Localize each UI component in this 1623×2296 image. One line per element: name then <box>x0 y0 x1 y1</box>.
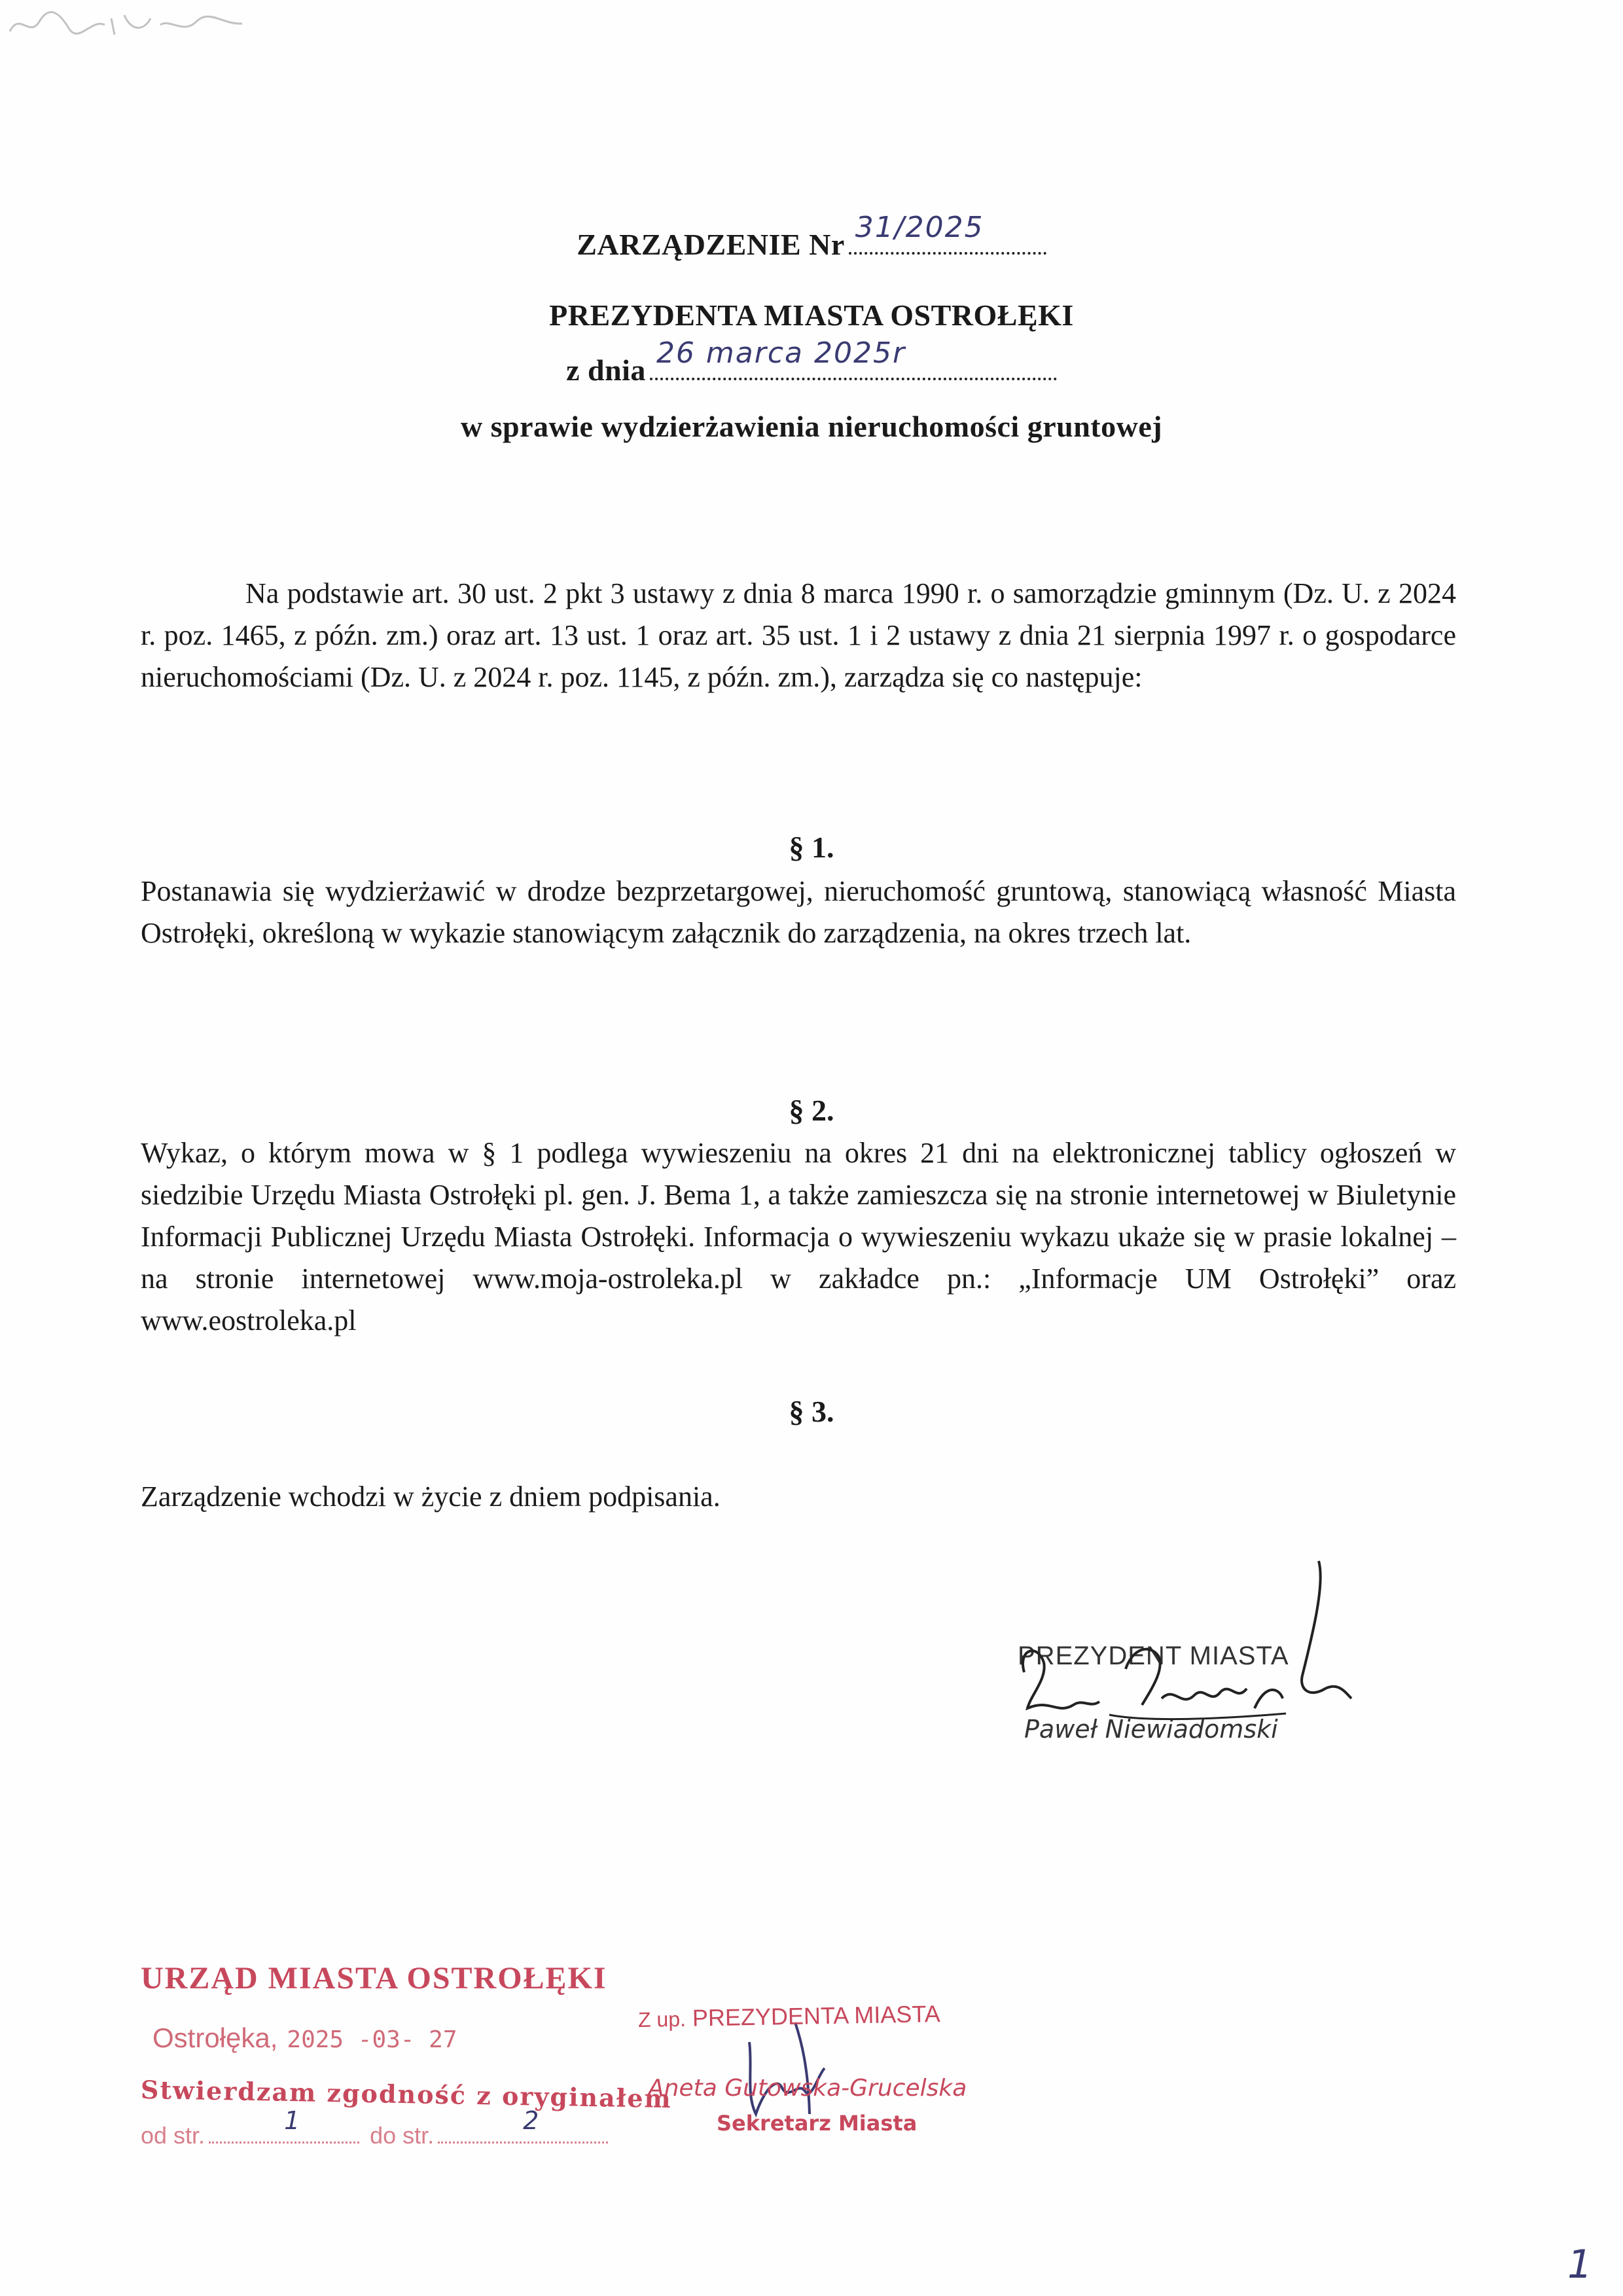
secretary-stamp <box>637 2000 1031 2147</box>
stamp-office-name: URZĄD MIASTA OSTROŁĘKI <box>141 1961 607 1996</box>
pages-from-label: od str. <box>141 2122 205 2149</box>
handwritten-page-number: 1 <box>1567 2242 1593 2287</box>
pages-from-field <box>209 2106 359 2144</box>
regulation-date-field <box>650 336 1057 380</box>
stamp-page-range <box>141 2106 612 2149</box>
stamp-place-date <box>152 2022 457 2054</box>
section-2-mark: § 2. <box>789 1094 834 1127</box>
regulation-date-handwritten: 26 marca 2025r <box>656 336 906 370</box>
section-3-mark: § 3. <box>789 1395 834 1428</box>
regulation-number-field <box>849 211 1046 255</box>
pages-to-label: do str. <box>370 2122 435 2149</box>
regulation-title <box>0 211 1623 264</box>
on-behalf-prefix: Z up. <box>637 2007 687 2032</box>
section-1-mark: § 1. <box>789 831 834 864</box>
regulation-date-prefix: z dnia <box>566 353 646 387</box>
section-1-text: Postanawia się wydzierżawić w drodze bezprzetargowej, nieruchomość gruntową, stanowiącą własność Miasta Ostrołęki, określoną w wykazie stanowiącym załącznik do zarządzenia, na okres trzech lat. <box>141 875 1456 949</box>
secretary-name: Aneta Gutowska-Grucelska <box>648 2075 967 2102</box>
pages-to-value: 2 <box>523 2106 539 2135</box>
section-2-text: Wykaz, o którym mowa w § 1 podlega wywieszeniu na okres 21 dni na elektronicznej tablicy ogłoszeń w siedzibie Urzędu Miasta Ostrołęki pl. gen. J. Bema 1, a także zamieszcza się na stronie internetowej w Biuletynie Informacji Publicznej Urzędu Miasta Ostrołęki. Informacja o wywieszeniu wykazu ukaże się w prasie lokalnej – na stronie internetowej www.moja-ostroleka.pl w zakładce pn.: „Informacje UM Ostrołęki” oraz www.eostroleka.pl <box>141 1137 1456 1336</box>
pages-to-field <box>438 2106 608 2144</box>
issuing-authority: PREZYDENTA MIASTA OSTROŁĘKI <box>549 298 1074 332</box>
regulation-title-prefix: ZARZĄDZENIE Nr <box>577 228 845 261</box>
regulation-date <box>0 336 1623 389</box>
regulation-subject: w sprawie wydzierżawienia nieruchomości gruntowej <box>460 410 1163 443</box>
on-behalf-of: PREZYDENTA MIASTA <box>692 2000 940 2032</box>
stamp-certification-text: Stwierdzam zgodność z oryginałem <box>140 2075 673 2114</box>
regulation-number-handwritten: 31/2025 <box>855 211 984 244</box>
signature-name-stamp: Paweł Niewiadomski <box>1024 1715 1278 1744</box>
president-signature-block <box>1011 1558 1378 1767</box>
secretary-role: Sekretarz Miasta <box>717 2111 918 2136</box>
section-3-text: Zarządzenie wchodzi w życie z dniem podpisania. <box>141 1480 721 1513</box>
stamp-place: Ostrołęka, <box>152 2022 278 2053</box>
top-margin-scribble <box>7 5 255 45</box>
legal-basis-paragraph: Na podstawie art. 30 ust. 2 pkt 3 ustawy z dnia 8 marca 1990 r. o samorządzie gminnym (Dz. U. z 2024 r. poz. 1465, z późn. zm.) oraz art. 13 ust. 1 oraz art. 35 ust. 1 i 2 ustawy z dnia 21 sierpnia 1997 r. o gospodarce nieruchomościami (Dz. U. z 2024 r. poz. 1145, z późn. zm.), zarządza się co następuje: <box>141 577 1456 693</box>
certification-stamp <box>140 1960 673 2157</box>
pages-from-value: 1 <box>284 2106 300 2135</box>
president-handwritten-signature <box>1011 1558 1378 1767</box>
secretary-on-behalf <box>638 2000 940 2033</box>
signature-title-stamp: PREZYDENT MIASTA <box>1018 1641 1289 1670</box>
stamp-date: 2025 -03- 27 <box>287 2026 457 2053</box>
